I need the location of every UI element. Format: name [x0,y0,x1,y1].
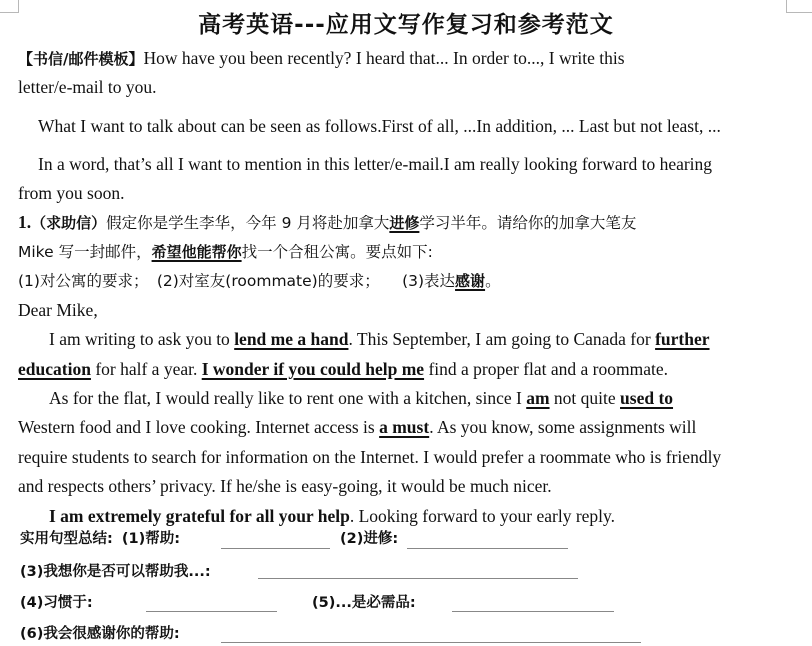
summary-item-4: (4)习惯于: [20,595,93,611]
summary-label: 实用句型总结: [20,531,113,547]
summary-item-6: (6)我会很感谢你的帮助: [20,626,180,642]
summary-item-2: (2)进修: [340,531,399,547]
summary-item-1: (1)帮助: [121,531,181,547]
phrase-used-to: used to [620,388,674,408]
template-para-3-line-1: In a word, that’s all I want to mention in this letter/e-mail.I am really looking forward to hearing [38,154,713,174]
blank-item-4[interactable] [146,597,277,612]
phrase-education: education [18,359,91,379]
letter-p2-line-1: As for the flat, I would really like to rent one with a kitchen, since I am not quite used to [49,388,674,408]
letter-p2-line-2: Western food and I love cooking. Internet access is a must. As you know, some assignments will [18,417,697,437]
letter-p2-line-4: and respects others’ privacy. If he/she is easy-going, it would be much nicer. [18,476,552,496]
blank-item-1[interactable] [221,534,330,549]
letter-p1-line-2: education for half a year. I wonder if you could help me find a proper flat and a roommate. [18,359,668,379]
task-point-3: (3)表达感谢。 [402,272,501,290]
phrase-lend-me-a-hand: lend me a hand [234,329,349,349]
phrase-a-must: a must [379,417,430,437]
phrase-wonder-if-help: I wonder if you could help me [201,359,425,379]
summary-item-5: (5)...是必需品: [312,595,416,611]
blank-item-6[interactable] [221,628,641,643]
task-type: （求助信） [31,214,107,232]
blank-item-3[interactable] [258,564,578,579]
phrase-am: am [526,388,550,408]
template-para-3-line-2: from you soon. [18,183,125,203]
letter-p1-line-1: I am writing to ask you to lend me a hand. This September, I am going to Canada for further [49,329,710,349]
phrase-extremely-grateful: I am extremely grateful for all your help [49,506,350,526]
task-line-1: 1.（求助信）假定你是学生李华，今年 9 月将赴加拿大进修学习半年。请给你的加拿大笔友 [18,212,637,232]
page-title: 高考英语---应用文写作复习和参考范文 [198,12,614,38]
summary-item-3: (3)我想你是否可以帮助我...: [20,564,211,580]
task-key-hope-help: 希望他能帮你 [151,243,242,261]
blank-item-5[interactable] [452,597,614,612]
template-label: 【书信/邮件模板】 [18,50,144,68]
template-line-1: 【书信/邮件模板】How have you been recently? I heard that... In order to..., I write this [18,48,625,68]
task-point-1: (1)对公寓的要求； [18,272,149,290]
summary-row-1 [20,529,180,549]
letter-salutation: Dear Mike, [18,300,98,320]
task-point-2: (2)对室友(roommate)的要求； [156,272,380,290]
task-key-further-study: 进修 [389,214,420,232]
letter-p2-line-3: require students to search for information on the Internet. I would prefer a roommate who is friendly [18,447,722,467]
template-line-2: letter/e-mail to you. [18,77,157,97]
phrase-further: further [655,329,710,349]
template-para-2: What I want to talk about can be seen as follows.First of all, ...In addition, ... Last but not least, ... [38,116,721,136]
blank-item-2[interactable] [407,534,568,549]
task-points [18,269,501,292]
task-line-2: Mike 写一封邮件，希望他能帮你找一个合租公寓。要点如下: [18,243,433,261]
letter-p3: I am extremely grateful for all your help. Looking forward to your early reply. [49,506,616,526]
